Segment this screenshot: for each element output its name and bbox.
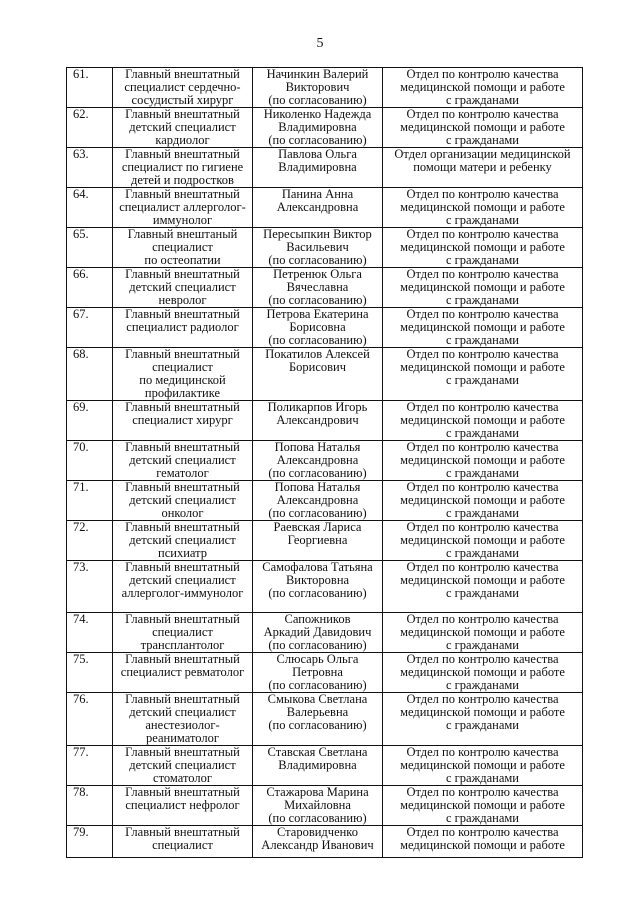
name-cell-line: (по согласованию) xyxy=(268,718,367,732)
position-cell xyxy=(113,653,253,693)
position-cell-line: специалист нефролог xyxy=(125,798,240,812)
position-cell-line: Главный внештатный xyxy=(125,652,240,666)
position-cell-line: детский специалист xyxy=(129,573,236,587)
position-cell xyxy=(113,826,253,858)
department-cell-line: медицинской помощи и работе xyxy=(400,758,565,772)
position-cell xyxy=(113,228,253,268)
department-cell-line: с гражданами xyxy=(446,638,519,652)
position-cell-line: специалист xyxy=(152,625,213,639)
department-cell xyxy=(383,108,583,148)
department-cell-line: с гражданами xyxy=(446,293,519,307)
row-number: 65. xyxy=(67,228,113,268)
name-cell-line: Васильевич xyxy=(286,240,349,254)
department-cell-line: с гражданами xyxy=(446,546,519,560)
table-row xyxy=(67,441,583,481)
name-cell-line: Вячеславна xyxy=(286,280,349,294)
department-cell-line: медицинской помощи и работе xyxy=(400,838,565,852)
name-cell xyxy=(253,228,383,268)
name-cell-line: (по согласованию) xyxy=(268,466,367,480)
position-cell-line: специалист аллерголог- xyxy=(119,200,246,214)
position-cell-line: Главный внештатный xyxy=(125,785,240,799)
department-cell-line: с гражданами xyxy=(446,426,519,440)
name-cell-line: Владимировна xyxy=(278,160,357,174)
position-cell xyxy=(113,561,253,613)
name-cell-line: Смыкова Светлана xyxy=(267,692,368,706)
position-cell-line: трансплантолог xyxy=(140,638,225,652)
position-cell-line: специалист по гигиене xyxy=(121,160,244,174)
department-cell xyxy=(383,228,583,268)
name-cell xyxy=(253,746,383,786)
name-cell xyxy=(253,348,383,401)
department-cell xyxy=(383,786,583,826)
department-cell xyxy=(383,348,583,401)
department-cell-line: с гражданами xyxy=(446,133,519,147)
position-cell-line: Главный внештаный xyxy=(127,227,238,241)
name-cell-line: Викторович xyxy=(285,80,350,94)
department-cell xyxy=(383,441,583,481)
position-cell xyxy=(113,746,253,786)
position-cell-line: сосудистый хирург xyxy=(131,93,234,107)
department-cell-line: с гражданами xyxy=(446,213,519,227)
table-row xyxy=(67,268,583,308)
department-cell xyxy=(383,481,583,521)
position-cell-line: специалист ревматолог xyxy=(120,665,245,679)
department-cell-line: Отдел по контролю качества xyxy=(406,267,559,281)
position-cell-line: детский специалист xyxy=(129,705,236,719)
department-cell-line: Отдел по контролю качества xyxy=(406,520,559,534)
name-cell-line: (по согласованию) xyxy=(268,638,367,652)
position-cell-line: детский специалист xyxy=(129,453,236,467)
department-cell-line: Отдел по контролю качества xyxy=(406,107,559,121)
name-cell-line: Начинкин Валерий xyxy=(266,67,369,81)
department-cell-line: с гражданами xyxy=(446,771,519,785)
position-cell-line: детский специалист xyxy=(129,280,236,294)
name-cell-line: (по согласованию) xyxy=(268,678,367,692)
row-number: 72. xyxy=(67,521,113,561)
department-cell-line: медицинской помощи и работе xyxy=(400,625,565,639)
table-row xyxy=(67,308,583,348)
row-number: 77. xyxy=(67,746,113,786)
department-cell-line: с гражданами xyxy=(446,253,519,267)
position-cell-line: Главный внештатный xyxy=(125,745,240,759)
name-cell xyxy=(253,268,383,308)
row-number: 70. xyxy=(67,441,113,481)
position-cell-line: кардиолог xyxy=(155,133,210,147)
position-cell-line: Главный внештатный xyxy=(125,147,240,161)
department-cell-line: Отдел по контролю качества xyxy=(406,745,559,759)
name-cell-line: Александровна xyxy=(276,200,359,214)
position-cell-line: специалист xyxy=(152,838,213,852)
position-cell xyxy=(113,613,253,653)
department-cell-line: с гражданами xyxy=(446,506,519,520)
name-cell-line: (по согласованию) xyxy=(268,133,367,147)
position-cell-line: Главный внештатный xyxy=(125,187,240,201)
position-cell-line: Главный внештатный xyxy=(125,347,240,361)
department-cell xyxy=(383,68,583,108)
department-cell-line: с гражданами xyxy=(446,586,519,600)
department-cell-line: медицинской помощи и работе xyxy=(400,200,565,214)
name-cell xyxy=(253,401,383,441)
name-cell-line: Владимировна xyxy=(278,120,357,134)
name-cell-line: Покатилов Алексей xyxy=(265,347,370,361)
name-cell-line: Самофалова Татьяна xyxy=(262,560,373,574)
department-cell-line: медицинской помощи и работе xyxy=(400,573,565,587)
position-cell xyxy=(113,481,253,521)
name-cell-line: (по согласованию) xyxy=(268,506,367,520)
department-cell-line: Отдел по контролю качества xyxy=(406,347,559,361)
name-cell xyxy=(253,68,383,108)
table-row xyxy=(67,228,583,268)
department-cell-line: Отдел по контролю качества xyxy=(406,307,559,321)
position-cell xyxy=(113,521,253,561)
table-row xyxy=(67,746,583,786)
position-cell-line: детский специалист xyxy=(129,120,236,134)
department-cell-line: медицинской помощи и работе xyxy=(400,533,565,547)
department-cell-line: медицинской помощи и работе xyxy=(400,413,565,427)
position-cell-line: детей и подростков xyxy=(131,173,234,187)
position-cell-line: онколог xyxy=(161,506,204,520)
name-cell-line: Слюсарь Ольга xyxy=(276,652,359,666)
name-cell xyxy=(253,613,383,653)
department-cell xyxy=(383,521,583,561)
position-cell-line: детский специалист xyxy=(129,533,236,547)
name-cell-line: Петренюк Ольга xyxy=(273,267,362,281)
name-cell-line: Сапожников xyxy=(284,612,351,626)
row-number: 78. xyxy=(67,786,113,826)
position-cell-line: детский специалист xyxy=(129,758,236,772)
specialists-table xyxy=(66,67,583,858)
name-cell xyxy=(253,148,383,188)
position-cell-line: Главный внештатный xyxy=(125,67,240,81)
department-cell xyxy=(383,746,583,786)
name-cell-line: (по согласованию) xyxy=(268,811,367,825)
name-cell-line: Ставская Светлана xyxy=(267,745,368,759)
row-number: 74. xyxy=(67,613,113,653)
department-cell xyxy=(383,693,583,746)
row-number: 79. xyxy=(67,826,113,858)
row-number: 64. xyxy=(67,188,113,228)
row-number: 73. xyxy=(67,561,113,613)
name-cell-line: Александровна xyxy=(276,493,359,507)
position-cell-line: реаниматолог xyxy=(146,731,219,745)
department-cell-line: с гражданами xyxy=(446,333,519,347)
name-cell xyxy=(253,561,383,613)
department-cell-line: с гражданами xyxy=(446,811,519,825)
position-cell xyxy=(113,108,253,148)
name-cell-line: Поликарпов Игорь xyxy=(267,400,368,414)
position-cell-line: психиатр xyxy=(158,546,207,560)
position-cell-line: Главный внештатный xyxy=(125,520,240,534)
position-cell-line: невролог xyxy=(158,293,207,307)
name-cell-line: Раевская Лариса xyxy=(273,520,362,534)
name-cell-line: Александр Иванович xyxy=(261,838,374,852)
name-cell-line: Попова Наталья xyxy=(274,440,361,454)
position-cell-line: детский специалист xyxy=(129,493,236,507)
position-cell xyxy=(113,786,253,826)
name-cell xyxy=(253,441,383,481)
position-cell xyxy=(113,401,253,441)
position-cell-line: специалист сердечно- xyxy=(124,80,241,94)
department-cell-line: медицинской помощи и работе xyxy=(400,453,565,467)
department-cell-line: медицинской помощи и работе xyxy=(400,240,565,254)
table-row xyxy=(67,786,583,826)
department-cell xyxy=(383,188,583,228)
department-cell-line: Отдел по контролю качества xyxy=(406,612,559,626)
table-row xyxy=(67,613,583,653)
name-cell-line: Петровна xyxy=(292,665,343,679)
name-cell-line: Борисович xyxy=(288,360,347,374)
department-cell-line: Отдел по контролю качества xyxy=(406,480,559,494)
position-cell xyxy=(113,348,253,401)
department-cell-line: Отдел по контролю качества xyxy=(406,692,559,706)
row-number: 71. xyxy=(67,481,113,521)
name-cell xyxy=(253,521,383,561)
position-cell-line: Главный внештатный xyxy=(125,400,240,414)
name-cell-line: Александрович xyxy=(276,413,359,427)
table-row xyxy=(67,108,583,148)
table-row xyxy=(67,653,583,693)
name-cell-line: Михайловна xyxy=(284,798,351,812)
name-cell-line: Пересыпкин Виктор xyxy=(263,227,372,241)
table-row xyxy=(67,188,583,228)
position-cell xyxy=(113,693,253,746)
department-cell-line: медицинской помощи и работе xyxy=(400,80,565,94)
position-cell-line: Главный внештатный xyxy=(125,825,240,839)
department-cell-line: медицинской помощи и работе xyxy=(400,798,565,812)
name-cell-line: (по согласованию) xyxy=(268,253,367,267)
position-cell-line: специалист радиолог xyxy=(126,320,239,334)
table-row xyxy=(67,561,583,613)
row-number: 67. xyxy=(67,308,113,348)
table-row xyxy=(67,401,583,441)
position-cell-line: Главный внештатный xyxy=(125,440,240,454)
name-cell xyxy=(253,481,383,521)
department-cell xyxy=(383,653,583,693)
position-cell-line: Главный внештатный xyxy=(125,267,240,281)
position-cell-line: по медицинской xyxy=(139,373,226,387)
name-cell-line: Попова Наталья xyxy=(274,480,361,494)
name-cell-line: (по согласованию) xyxy=(268,586,367,600)
row-number: 75. xyxy=(67,653,113,693)
department-cell xyxy=(383,561,583,613)
table-row xyxy=(67,693,583,746)
department-cell-line: Отдел по контролю качества xyxy=(406,67,559,81)
department-cell-line: медицинской помощи и работе xyxy=(400,493,565,507)
position-cell xyxy=(113,188,253,228)
position-cell-line: профилактике xyxy=(144,386,221,400)
name-cell xyxy=(253,826,383,858)
row-number: 68. xyxy=(67,348,113,401)
position-cell xyxy=(113,268,253,308)
position-cell-line: специалист xyxy=(152,360,213,374)
department-cell-line: Отдел по контролю качества xyxy=(406,560,559,574)
page-number: 5 xyxy=(316,36,324,51)
department-cell-line: Отдел по контролю качества xyxy=(406,227,559,241)
row-number: 69. xyxy=(67,401,113,441)
position-cell-line: специалист хирург xyxy=(132,413,233,427)
department-cell-line: медицинской помощи и работе xyxy=(400,360,565,374)
position-cell-line: Главный внештатный xyxy=(125,692,240,706)
department-cell-line: Отдел по контролю качества xyxy=(406,652,559,666)
department-cell xyxy=(383,308,583,348)
department-cell-line: с гражданами xyxy=(446,718,519,732)
name-cell-line: Николенко Надежда xyxy=(263,107,372,121)
name-cell-line: Стажарова Марина xyxy=(266,785,369,799)
position-cell-line: Главный внештатный xyxy=(125,560,240,574)
department-cell-line: Отдел по контролю качества xyxy=(406,825,559,839)
department-cell xyxy=(383,148,583,188)
name-cell-line: Александровна xyxy=(276,453,359,467)
department-cell-line: медицинской помощи и работе xyxy=(400,705,565,719)
table-row xyxy=(67,481,583,521)
name-cell xyxy=(253,108,383,148)
name-cell-line: Георгиевна xyxy=(287,533,348,547)
name-cell-line: Павлова Ольга xyxy=(278,147,357,161)
row-number: 62. xyxy=(67,108,113,148)
department-cell-line: Отдел по контролю качества xyxy=(406,440,559,454)
position-cell-line: стоматолог xyxy=(153,771,212,785)
position-cell-line: Главный внештатный xyxy=(125,307,240,321)
name-cell xyxy=(253,308,383,348)
position-cell-line: специалист xyxy=(152,240,213,254)
position-cell-line: гематолог xyxy=(156,466,209,480)
department-cell xyxy=(383,613,583,653)
name-cell-line: Старовидченко xyxy=(277,825,358,839)
row-number: 63. xyxy=(67,148,113,188)
name-cell xyxy=(253,653,383,693)
department-cell-line: помощи матери и ребенку xyxy=(413,160,552,174)
department-cell-line: медицинской помощи и работе xyxy=(400,280,565,294)
department-cell-line: с гражданами xyxy=(446,373,519,387)
position-cell-line: по остеопатии xyxy=(144,253,221,267)
name-cell-line: Аркадий Давидович xyxy=(263,625,372,639)
row-number: 66. xyxy=(67,268,113,308)
department-cell-line: медицинской помощи и работе xyxy=(400,665,565,679)
department-cell-line: с гражданами xyxy=(446,93,519,107)
name-cell-line: (по согласованию) xyxy=(268,293,367,307)
position-cell-line: Главный внештатный xyxy=(125,480,240,494)
name-cell xyxy=(253,786,383,826)
name-cell-line: Панина Анна xyxy=(281,187,354,201)
position-cell-line: Главный внештатный xyxy=(125,612,240,626)
row-number: 61. xyxy=(67,68,113,108)
position-cell-line: Главный внештатный xyxy=(125,107,240,121)
department-cell-line: с гражданами xyxy=(446,678,519,692)
name-cell-line: Владимировна xyxy=(278,758,357,772)
position-cell xyxy=(113,308,253,348)
department-cell xyxy=(383,401,583,441)
department-cell-line: Отдел по контролю качества xyxy=(406,400,559,414)
name-cell-line: Петрова Екатерина xyxy=(266,307,369,321)
name-cell-line: Борисовна xyxy=(289,320,346,334)
department-cell-line: Отдел по контролю качества xyxy=(406,187,559,201)
name-cell-line: Викторовна xyxy=(285,573,350,587)
name-cell xyxy=(253,188,383,228)
position-cell xyxy=(113,441,253,481)
department-cell xyxy=(383,826,583,858)
name-cell-line: Валерьевна xyxy=(286,705,349,719)
row-number: 76. xyxy=(67,693,113,746)
position-cell xyxy=(113,148,253,188)
table-row xyxy=(67,826,583,858)
department-cell-line: Отдел по контролю качества xyxy=(406,785,559,799)
department-cell-line: медицинской помощи и работе xyxy=(400,120,565,134)
department-cell xyxy=(383,268,583,308)
table-row xyxy=(67,148,583,188)
position-cell-line: анестезиолог- xyxy=(145,718,220,732)
specialists-table-body xyxy=(67,68,583,858)
table-row xyxy=(67,521,583,561)
table-row xyxy=(67,68,583,108)
position-cell xyxy=(113,68,253,108)
name-cell-line: (по согласованию) xyxy=(268,333,367,347)
department-cell-line: с гражданами xyxy=(446,466,519,480)
table-row xyxy=(67,348,583,401)
name-cell-line: (по согласованию) xyxy=(268,93,367,107)
position-cell-line: иммунолог xyxy=(152,213,213,227)
position-cell-line: аллерголог-иммунолог xyxy=(121,586,244,600)
department-cell-line: Отдел организации медицинской xyxy=(394,147,571,161)
name-cell xyxy=(253,693,383,746)
department-cell-line: медицинской помощи и работе xyxy=(400,320,565,334)
